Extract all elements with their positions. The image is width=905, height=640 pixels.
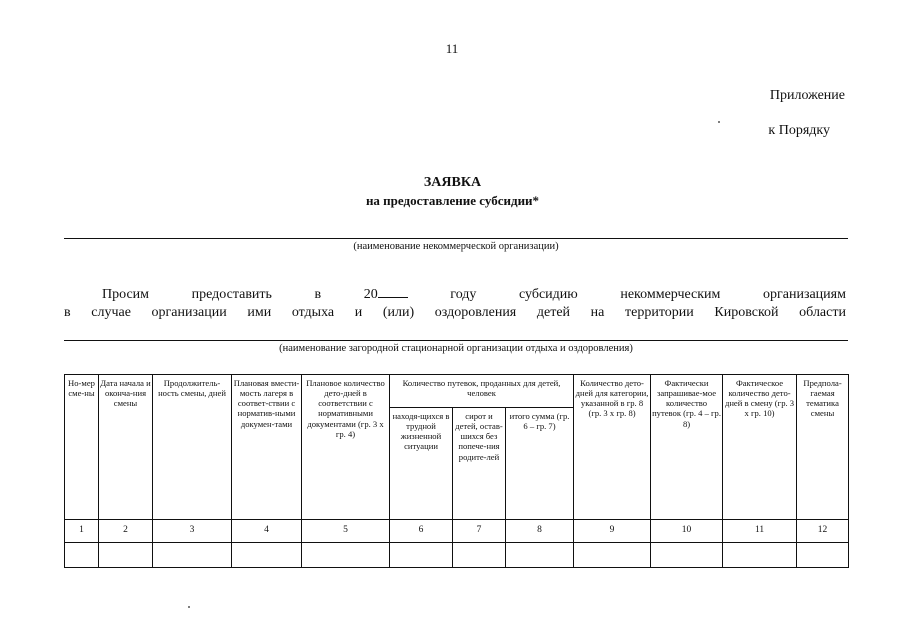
header-row-1 — [65, 375, 849, 408]
request-word: территории — [625, 305, 694, 320]
request-table — [64, 374, 849, 568]
request-word: в — [314, 287, 322, 302]
empty-cell — [453, 543, 506, 568]
camp-name-line — [64, 340, 848, 341]
request-word: ими — [247, 305, 272, 320]
col-header-orphans: сирот и детей, остав-шихся без попече-ния родите-лей — [453, 408, 506, 520]
empty-cell — [723, 543, 797, 568]
column-number: 12 — [797, 520, 849, 543]
appendix-reference: к Порядку — [768, 123, 830, 138]
column-number: 3 — [153, 520, 232, 543]
request-word: в — [64, 305, 71, 320]
request-word: организации — [151, 305, 227, 320]
request-word: Кировской — [714, 305, 779, 320]
col-header-shift-number: Но-мер сме-ны — [65, 375, 99, 520]
request-word: предоставить — [191, 287, 272, 302]
scan-speck — [188, 606, 190, 608]
column-number: 11 — [723, 520, 797, 543]
scan-speck — [718, 121, 720, 123]
request-word: и — [354, 305, 363, 320]
request-word: области — [799, 305, 846, 320]
request-line-1 — [102, 287, 846, 303]
request-word: детей — [536, 305, 571, 320]
request-year — [364, 287, 408, 303]
empty-cell — [390, 543, 453, 568]
empty-cell — [506, 543, 574, 568]
col-header-category-child-days: Количество дето-дней для категории, указанной в гр. 8 (гр. 3 х гр. 8) — [574, 375, 651, 520]
col-header-requested-vouchers: Фактически запрашивае-мое количество путевок (гр. 4 – гр. 8) — [651, 375, 723, 520]
col-header-planned-child-days: Плановое количество дето-дней в соответствии с нормативными документами (гр. 3 х гр. 4) — [302, 375, 390, 520]
empty-data-row — [65, 543, 849, 568]
empty-cell — [153, 543, 232, 568]
column-number-row — [65, 520, 849, 543]
column-number: 8 — [506, 520, 574, 543]
request-word: на — [590, 305, 605, 320]
col-header-total: итого сумма (гр. 6 – гр. 7) — [506, 408, 574, 520]
camp-name-caption: (наименование загородной стационарной организации отдыха и оздоровления) — [279, 343, 633, 354]
column-number: 10 — [651, 520, 723, 543]
org-name-line — [64, 238, 848, 239]
appendix-label: Приложение — [769, 88, 845, 103]
request-word: году — [450, 287, 477, 302]
col-header-actual-child-days: Фактическое количество дето-дней в смену (гр. 3 х гр. 10) — [723, 375, 797, 520]
page-number: 11 — [445, 41, 459, 56]
request-word: организациям — [763, 287, 846, 302]
column-number: 7 — [453, 520, 506, 543]
col-header-dates: Дата начала и оконча-ния смены — [99, 375, 153, 520]
empty-cell — [232, 543, 302, 568]
col-header-vouchers-group: Количество путевок, проданных для детей, человек — [390, 375, 574, 408]
request-word: случае — [91, 305, 131, 320]
document-subtitle: на предоставление субсидии* — [365, 193, 540, 208]
col-header-difficult-situation: находя-щихся в трудной жизненной ситуации — [390, 408, 453, 520]
request-word: оздоровления — [434, 305, 517, 320]
request-word: субсидию — [519, 287, 578, 302]
column-number: 6 — [390, 520, 453, 543]
col-header-theme: Предпола-гаемая тематика смены — [797, 375, 849, 520]
col-header-duration: Продолжитель-ность смены, дней — [153, 375, 232, 520]
empty-cell — [651, 543, 723, 568]
col-header-capacity: Плановая вмести-мость лагеря в соответ-ствии с норматив-ными докумен-тами — [232, 375, 302, 520]
request-year-prefix: 20 — [363, 287, 378, 302]
document-title: ЗАЯВКА — [423, 175, 482, 190]
request-line-2 — [64, 305, 846, 321]
empty-cell — [99, 543, 153, 568]
request-word: (или) — [382, 305, 415, 320]
column-number: 1 — [65, 520, 99, 543]
column-number: 2 — [99, 520, 153, 543]
request-word: Просим — [102, 287, 150, 302]
empty-cell — [574, 543, 651, 568]
request-word: отдыха — [291, 305, 335, 320]
org-name-caption: (наименование некоммерческой организации) — [353, 241, 559, 252]
empty-cell — [797, 543, 849, 568]
column-number: 5 — [302, 520, 390, 543]
column-number: 4 — [232, 520, 302, 543]
year-blank — [378, 296, 408, 298]
empty-cell — [65, 543, 99, 568]
empty-cell — [302, 543, 390, 568]
column-number: 9 — [574, 520, 651, 543]
request-word: некоммерческим — [620, 287, 721, 302]
